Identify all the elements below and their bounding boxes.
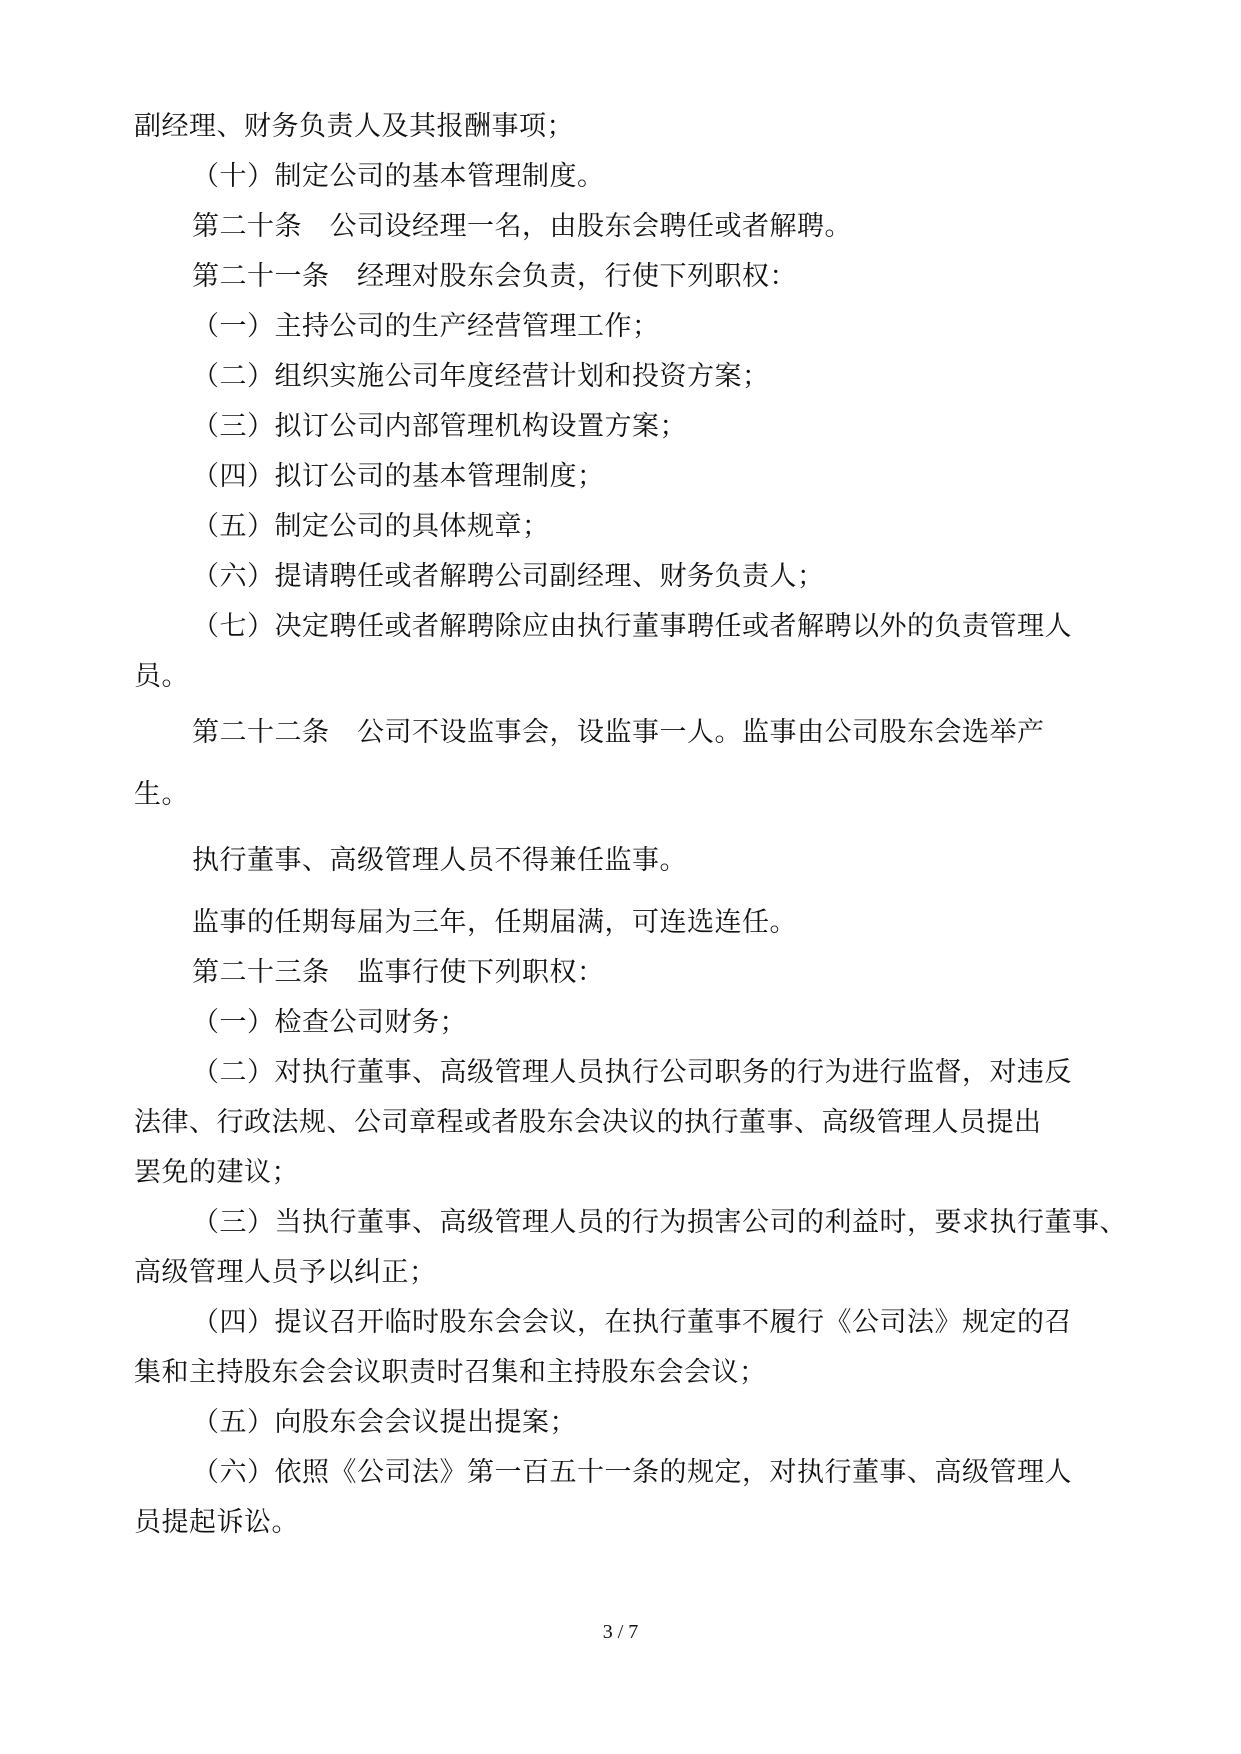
text-line: （二）对执行董事、高级管理人员执行公司职务的行为进行监督，对违反 [192, 1057, 1072, 1088]
text-line: （七）决定聘任或者解聘除应由执行董事聘任或者解聘以外的负责管理人 [192, 611, 1072, 642]
text-line: （三）拟订公司内部管理机构设置方案； [192, 411, 687, 442]
article-20: 第二十条 公司设经理一名，由股东会聘任或者解聘。 [192, 211, 852, 242]
article-23: 第二十三条 监事行使下列职权： [192, 957, 605, 988]
text-line: 副经理、财务负责人及其报酬事项； [134, 111, 574, 142]
text-line: （四）拟订公司的基本管理制度； [192, 461, 605, 492]
text-line: （五）制定公司的具体规章； [192, 511, 550, 542]
article-22: 第二十二条 公司不设监事会，设监事一人。监事由公司股东会选举产 [192, 717, 1045, 748]
text-line: 监事的任期每届为三年，任期届满，可连选连任。 [192, 907, 797, 938]
article-21: 第二十一条 经理对股东会负责，行使下列职权： [192, 261, 797, 292]
text-line: （四）提议召开临时股东会会议，在执行董事不履行《公司法》规定的召 [192, 1307, 1072, 1338]
text-line: 高级管理人员予以纠正； [134, 1257, 437, 1288]
text-line: （十）制定公司的基本管理制度。 [192, 161, 605, 192]
text-line: 员提起诉讼。 [134, 1507, 299, 1538]
text-line: （六）依照《公司法》第一百五十一条的规定，对执行董事、高级管理人 [192, 1457, 1072, 1488]
text-line: 执行董事、高级管理人员不得兼任监事。 [192, 845, 687, 876]
text-line: （三）当执行董事、高级管理人员的行为损害公司的利益时，要求执行董事、 [192, 1207, 1127, 1238]
text-line: 生。 [134, 779, 189, 810]
text-line: （一）检查公司财务； [192, 1007, 467, 1038]
text-line: （五）向股东会会议提出提案； [192, 1407, 577, 1438]
text-line: 员。 [134, 661, 189, 692]
page-number: 3 / 7 [602, 1621, 639, 1643]
text-line: 集和主持股东会会议职责时召集和主持股东会会议； [134, 1357, 767, 1388]
text-line: （二）组织实施公司年度经营计划和投资方案； [192, 361, 770, 392]
text-line: （一）主持公司的生产经营管理工作； [192, 311, 660, 342]
text-line: （六）提请聘任或者解聘公司副经理、财务负责人； [192, 561, 825, 592]
text-line: 罢免的建议； [134, 1157, 299, 1188]
text-line: 法律、行政法规、公司章程或者股东会决议的执行董事、高级管理人员提出 [134, 1107, 1042, 1138]
